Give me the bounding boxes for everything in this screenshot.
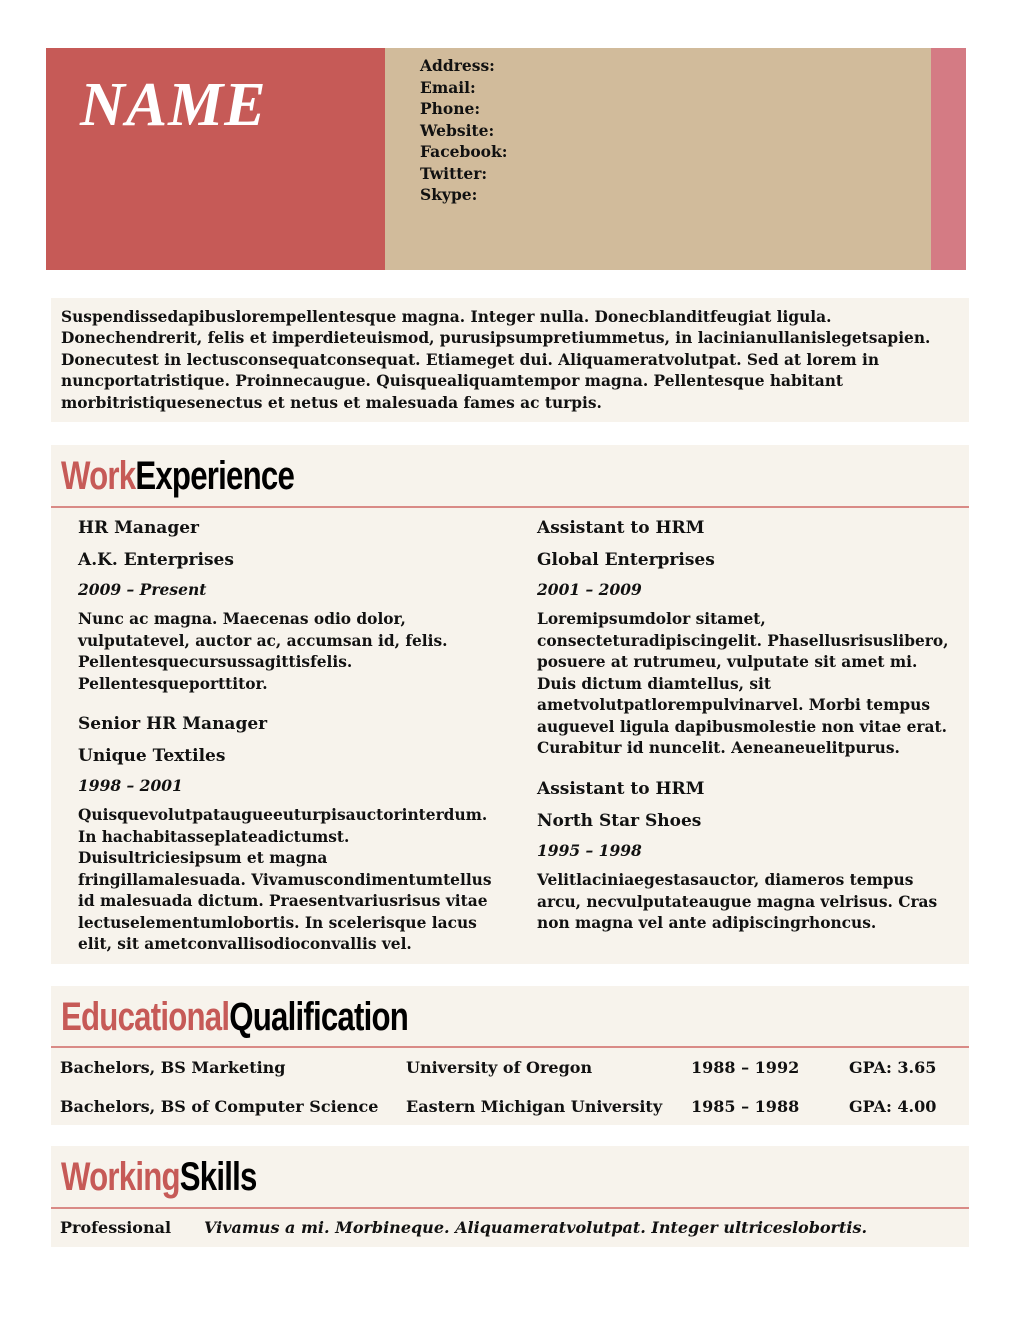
contact-list (420, 55, 507, 206)
skill-label: Professional (60, 1218, 172, 1237)
contact-skype-label: Skype: (420, 185, 478, 204)
job-description: Quisquevolutpataugueeuturpisauctorinterdum. In hachabitasseplateadictumst. Duisultriciesipsum et magna fringillamalesuada. Vivamuscondimentumtellus id malesuada dictum. Praesentvariusrisus vitae lectuselementumlobortis. In scelerisque lacus elit, sit ametconvallisodioconvallis vel. (78, 806, 492, 953)
job-title: Senior HR Manager (78, 714, 268, 734)
section-title-black: Skills (179, 1155, 257, 1199)
job-description: Loremipsumdolor sitamet, consecteturadipiscingelit. Phasellusrisuslibero, posuere at rutrumeu, vulputate sit amet mi. Duis dictum diamtellus, sit ametvolutpatlorempulvinarvel. Morbi tempus auguevel ligula dapibusmolestie non vitae erat. Curabitur id nuncelit. Aeneaneuelitpurus. (537, 610, 949, 757)
section-title-black: Qualification (229, 995, 409, 1039)
job-company: Unique Textiles (78, 746, 226, 766)
section-divider (51, 1207, 969, 1209)
job-entry (537, 779, 957, 935)
job-company: North Star Shoes (537, 811, 702, 831)
job-dates: 2009 – Present (78, 580, 207, 599)
edu-school: University of Oregon (406, 1058, 593, 1077)
contact-email-label: Email: (420, 77, 476, 97)
contact-website-label: Website: (420, 120, 495, 140)
skills-section (51, 1146, 969, 1247)
contact-phone-label: Phone: (420, 99, 481, 118)
job-title: Assistant to HRM (537, 779, 705, 799)
job-description: Nunc ac magna. Maecenas odio dolor, vulputatevel, auctor ac, accumsan id, felis. Pellentesquecursussagittisfelis. Pellentesqueporttitor. (78, 610, 448, 693)
job-dates: 2001 – 2009 (537, 580, 642, 599)
edu-years: 1985 – 1988 (691, 1097, 800, 1116)
section-title-red: Work (61, 454, 136, 498)
section-title-red: Educational (61, 995, 230, 1039)
job-title: HR Manager (78, 518, 199, 538)
job-entry (537, 518, 957, 760)
section-title-black: Experience (135, 454, 295, 498)
work-experience-section (51, 445, 969, 964)
edu-degree: Bachelors, BS of Computer Science (60, 1097, 379, 1116)
job-company: A.K. Enterprises (78, 550, 234, 570)
contact-twitter-label: Twitter: (420, 163, 488, 183)
accent-bar (931, 48, 966, 270)
job-dates: 1998 – 2001 (78, 776, 183, 795)
section-divider (51, 1046, 969, 1048)
candidate-name: NAME (80, 71, 267, 139)
job-dates: 1995 – 1998 (537, 841, 642, 860)
summary-panel (51, 298, 969, 422)
job-entry (78, 518, 498, 695)
contact-block (385, 48, 931, 270)
contact-address-label: Address: (420, 56, 495, 75)
education-section (51, 986, 969, 1125)
edu-gpa: GPA: 4.00 (849, 1097, 937, 1116)
edu-degree: Bachelors, BS Marketing (60, 1058, 286, 1077)
section-title-skills (61, 1155, 257, 1200)
summary-text: Suspendissedapibuslorempellentesque magna. Integer nulla. Donecblanditfeugiat ligula. Donechendrerit, felis et imperdieteuismod, purusipsumpretiummetus, in lacinianullanislegetsapien. Donecutest in lectusconsequatconsequat. Etiameget dui. Aliquameratvolutpat. Sed at lorem in nuncportatristique. Proinnecaugue. Quisquealiquamtempor magna. Pellentesque habitant morbitristiquesenectus et netus et malesuada fames ac turpis. (61, 308, 931, 412)
skill-description: Vivamus a mi. Morbineque. Aliquameratvolutpat. Integer ultriceslobortis. (204, 1218, 868, 1237)
edu-years: 1988 – 1992 (691, 1058, 800, 1077)
edu-school: Eastern Michigan University (406, 1097, 663, 1116)
edu-gpa: GPA: 3.65 (849, 1058, 937, 1077)
section-divider (51, 506, 969, 508)
section-title-work (61, 454, 294, 499)
job-title: Assistant to HRM (537, 518, 705, 538)
resume-header (46, 48, 966, 270)
job-company: Global Enterprises (537, 550, 715, 570)
section-title-education (61, 995, 408, 1040)
job-entry (78, 714, 498, 956)
section-title-red: Working (61, 1155, 180, 1199)
job-description: Velitlaciniaegestasauctor, diameros tempus arcu, necvulputateaugue magna velrisus. Cras non magna vel ante adipiscingrhoncus. (537, 871, 938, 932)
name-block (46, 48, 385, 270)
contact-facebook-label: Facebook: (420, 142, 508, 161)
